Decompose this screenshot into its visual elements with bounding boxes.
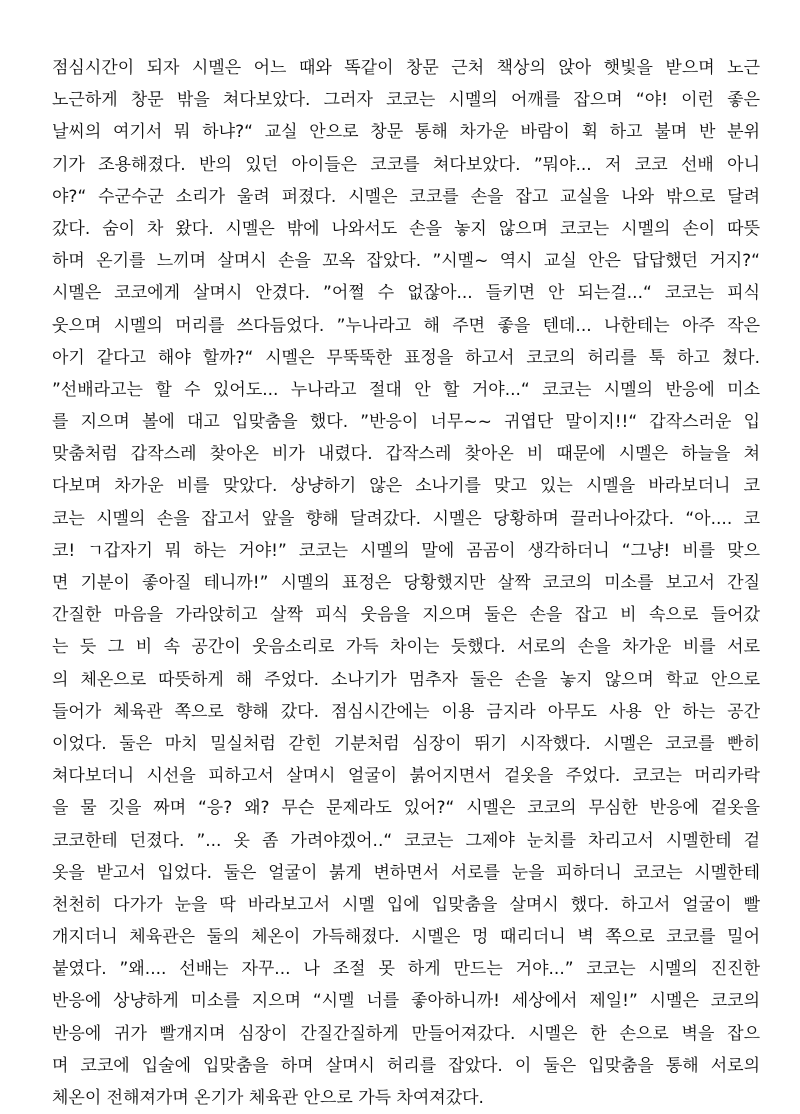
text-line: 면 기분이 좋아질 테니까!” 시멜의 표정은 당황했지만 살짝 코코의 미소를 보고서 간질	[52, 573, 760, 593]
text-line: 점심시간이 되자 시멜은 어느 때와 똑같이 창문 근처 책상의 앉아 햇빛을 받으며 노근	[52, 58, 760, 78]
text-line: 아기 같다고 해야 할까?“ 시멜은 무뚝뚝한 표정을 하고서 코코의 허리를 툭 하고 쳤다.	[52, 347, 760, 368]
text-line: 천천히 다가가 눈을 딱 바라보고서 시멜 입에 입맞춤을 살며시 했다. 하고서 얼굴이 빨	[52, 894, 760, 915]
text-line: 옷을 받고서 입었다. 둘은 얼굴이 붉게 변하면서 서로를 눈을 피하더니 코코는 시멜한테	[52, 862, 760, 883]
text-line: 간질한 마음을 가라앉히고 살짝 피식 웃음을 지으며 둘은 손을 잡고 비 속으로 들어갔	[52, 605, 760, 626]
text-line: 반응에 귀가 빨개지며 심장이 간질간질하게 만들어져갔다. 시멜은 한 손으로 벽을 잡으	[52, 1023, 760, 1044]
text-line: 날씨의 여기서 뭐 하냐?“ 교실 안으로 창문 통해 차가운 바람이 휙 하고 불며 반 분위	[52, 122, 760, 143]
text-line: 며 코코에 입술에 입맞춤을 하며 살며시 허리를 잡았다. 이 둘은 입맞춤을 통해 서로의	[52, 1055, 760, 1076]
text-line: 야?“ 수군수군 소리가 울려 퍼졌다. 시멜은 코코를 손을 잡고 교실을 나와 밖으로 달려	[52, 186, 760, 207]
text-line: 코는 시멜의 손을 잡고서 앞을 향해 달려갔다. 시멜은 당황하며 끌러나아갔다. “아.... 코	[52, 508, 760, 529]
text-line: 반응에 상냥하게 미소를 지으며 “시멜 너를 좋아하니까! 세상에서 제일!” 시멜은 코코의	[52, 991, 760, 1012]
text-line: 갔다. 숨이 차 왔다. 시멜은 밖에 나와서도 손을 놓지 않으며 코코는 시멜의 손이 따뜻	[52, 218, 760, 239]
text-line: 체온이 전해져가며 온기가 체육관 안으로 가득 차여져갔다.	[52, 1088, 484, 1108]
text-line: 는 듯 그 비 속 공간이 웃음소리로 가득 차이는 듯했다. 서로의 손을 차가운 비를 서로	[52, 637, 760, 658]
text-line: 코코한테 던졌다. ”... 옷 좀 가려야겠어..“ 코코는 그제야 눈치를 차리고서 시멜한테 겉	[52, 830, 760, 851]
text-line: 코! ㄱ갑자기 뭐 하는 거야!” 코코는 시멜의 말에 곰곰이 생각하더니 “그냥! 비를 맞으	[52, 540, 760, 561]
story-paragraph	[52, 52, 760, 1114]
text-line: 웃으며 시멜의 머리를 쓰다듬었다. ”누나라고 해 주면 좋을 텐데... 나한테는 아주 작은	[52, 315, 760, 336]
text-line: 개지더니 체육관은 둘의 체온이 가득해졌다. 시멜은 멍 때리더니 벽 쪽으로 코코를 밀어	[52, 927, 760, 948]
text-line: 맞춤처럼 갑작스레 찾아온 비가 내렸다. 갑작스레 찾아온 비 때문에 시멜은 하늘을 쳐	[52, 444, 760, 465]
text-line: 다보며 차가운 비를 맞았다. 상냥하기 않은 소나기를 맞고 있는 시멜을 바라보더니 코	[52, 476, 760, 497]
text-line: 노근하게 창문 밖을 쳐다보았다. 그러자 코코는 시멜의 어깨를 잡으며 “야! 이런 좋은	[52, 90, 760, 111]
text-line: 하며 온기를 느끼며 살며시 손을 꼬옥 잡았다. ”시멜~ 역시 교실 안은 답답했던 거지?“	[52, 251, 760, 272]
text-line: 들어가 체육관 쪽으로 향해 갔다. 점심시간에는 이용 금지라 아무도 사용 안 하는 공간	[52, 701, 760, 722]
text-line: 붙였다. ”왜.... 선배는 자꾸... 나 조절 못 하게 만드는 거야...” 코코는 시멜의 진진한	[52, 959, 760, 980]
text-line: 의 체온으로 따뜻하게 해 주었다. 소나기가 멈추자 둘은 손을 놓지 않으며 학교 안으로	[52, 669, 760, 690]
text-line: 기가 조용해졌다. 반의 있던 아이들은 코코를 쳐다보았다. ”뭐야... 저 코코 선배 아니	[52, 154, 760, 175]
text-line: 쳐다보더니 시선을 피하고서 살며시 얼굴이 붉어지면서 겉옷을 주었다. 코코는 머리카락	[52, 766, 760, 787]
text-line: 를 지으며 볼에 대고 입맞춤을 했다. ”반응이 너무~~ 귀엽단 말이지!!“ 갑작스러운 입	[52, 412, 760, 433]
text-line: 이었다. 둘은 마치 밀실처럼 갇힌 기분처럼 심장이 뛰기 시작했다. 시멜은 코코를 빤히	[52, 733, 760, 754]
text-line: 을 물 깃을 짜며 “응? 왜? 무슨 문제라도 있어?“ 시멜은 코코의 무심한 반응에 겉옷을	[52, 798, 760, 819]
text-line: ”선배라고는 할 수 있어도... 누나라고 절대 안 할 거야...“ 코코는 시멜의 반응에 미소	[52, 379, 760, 400]
text-line: 시멜은 코코에게 살며시 안겼다. ”어쩔 수 없잖아... 들키면 안 되는걸...“ 코코는 피식	[52, 283, 760, 304]
